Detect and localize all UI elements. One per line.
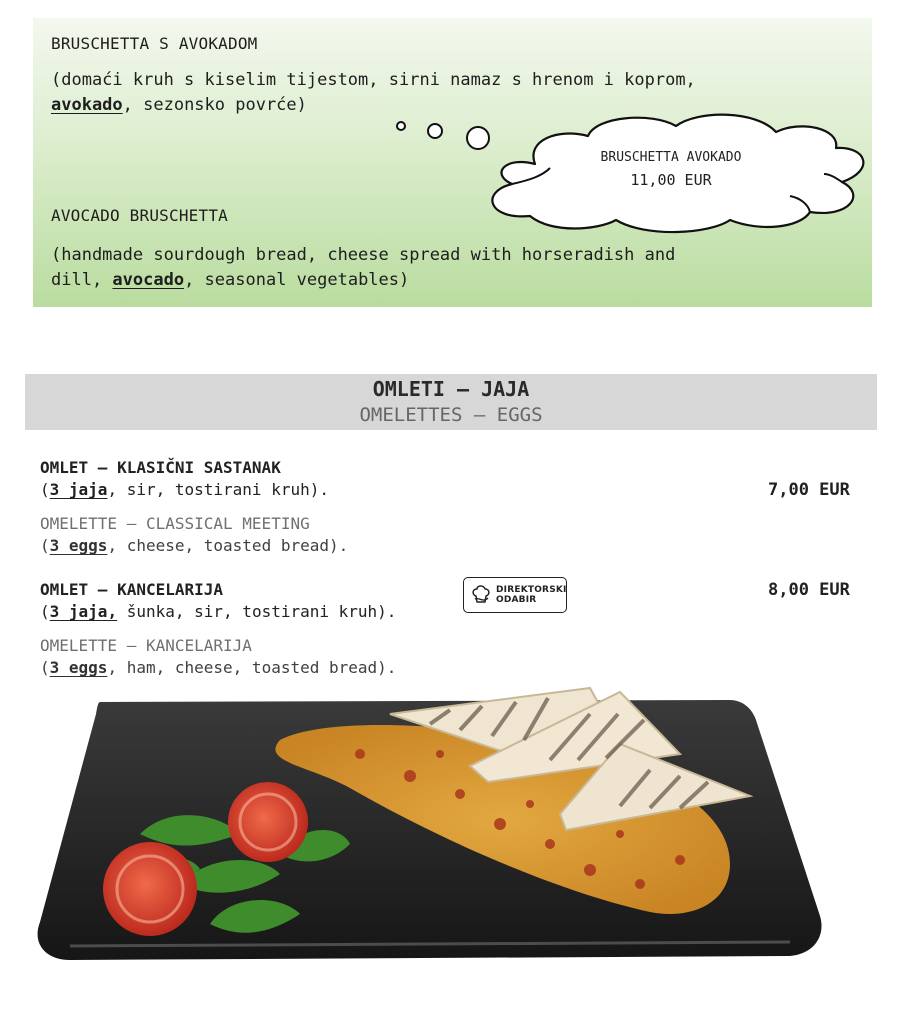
item-2-desc-en bbox=[40, 658, 396, 677]
item-1-desc-hr-open: ( bbox=[40, 480, 50, 499]
item-1-title-en: OMELETTE — CLASSICAL MEETING bbox=[40, 514, 310, 533]
item-2-title-en: OMELETTE — KANCELARIJA bbox=[40, 636, 252, 655]
item-1-price: 7,00 EUR bbox=[768, 480, 850, 500]
bruschetta-title-hr: BRUSCHETTA S AVOKADOM bbox=[51, 34, 258, 53]
item-2-desc-en-link: 3 eggs bbox=[49, 658, 108, 677]
bruschetta-desc-en bbox=[51, 243, 675, 293]
cloud-item-name: BRUSCHETTA AVOKADO bbox=[600, 150, 742, 165]
item-1-desc-hr-rest: , sir, tostirani kruh). bbox=[107, 480, 329, 499]
badge-line-1: DIREKTORSKI bbox=[496, 585, 567, 595]
section-title: OMLETI – JAJA bbox=[372, 377, 530, 401]
bruschetta-desc-en-link: avocado bbox=[112, 270, 185, 290]
item-1-desc-hr bbox=[40, 480, 329, 499]
item-1-desc-hr-link: 3 jaja bbox=[49, 480, 108, 499]
bruschetta-desc-hr-rest: , sezonsko povrće) bbox=[122, 95, 307, 115]
cloud-item-price: 11,00 EUR bbox=[630, 171, 712, 189]
item-1-desc-en-rest: , cheese, toasted bread). bbox=[107, 536, 349, 555]
item-1-desc-en bbox=[40, 536, 348, 555]
item-2-price: 8,00 EUR bbox=[768, 580, 850, 600]
omelette-photo bbox=[30, 684, 830, 974]
item-1-title-hr: OMLET – KLASIČNI SASTANAK bbox=[40, 458, 281, 477]
item-2-title-hr: OMLET – KANCELARIJA bbox=[40, 580, 224, 599]
item-1-desc-en-link: 3 eggs bbox=[49, 536, 108, 555]
bruschetta-desc-hr-link: avokado bbox=[51, 95, 123, 115]
item-2-desc-hr-open: ( bbox=[40, 602, 50, 621]
section-subtitle: OMELETTES – EGGS bbox=[359, 404, 543, 426]
bruschetta-desc-en-pre: dill, bbox=[51, 270, 113, 290]
item-2-desc-en-rest: , ham, cheese, toasted bread). bbox=[107, 658, 397, 677]
item-2-desc-en-open: ( bbox=[40, 658, 50, 677]
section-header bbox=[25, 374, 877, 430]
bruschetta-desc-hr-text: (domaći kruh s kiselim tijestom, sirni namaz s hrenom i koprom, bbox=[51, 70, 696, 90]
chef-hat-icon bbox=[471, 584, 491, 606]
item-2-desc-hr-rest: šunka, sir, tostirani kruh). bbox=[117, 602, 397, 621]
item-2-desc-hr bbox=[40, 602, 396, 621]
bruschetta-desc-en-line1: (handmade sourdough bread, cheese spread with horseradish and bbox=[51, 245, 676, 265]
item-1-desc-en-open: ( bbox=[40, 536, 50, 555]
badge-line-2: ODABIR bbox=[496, 595, 537, 605]
bruschetta-desc-en-rest: , seasonal vegetables) bbox=[184, 270, 410, 290]
bruschetta-title-en: AVOCADO BRUSCHETTA bbox=[51, 206, 228, 225]
badge-text bbox=[496, 585, 567, 605]
item-2-desc-hr-link: 3 jaja, bbox=[49, 602, 118, 621]
directors-choice-badge bbox=[463, 577, 567, 613]
